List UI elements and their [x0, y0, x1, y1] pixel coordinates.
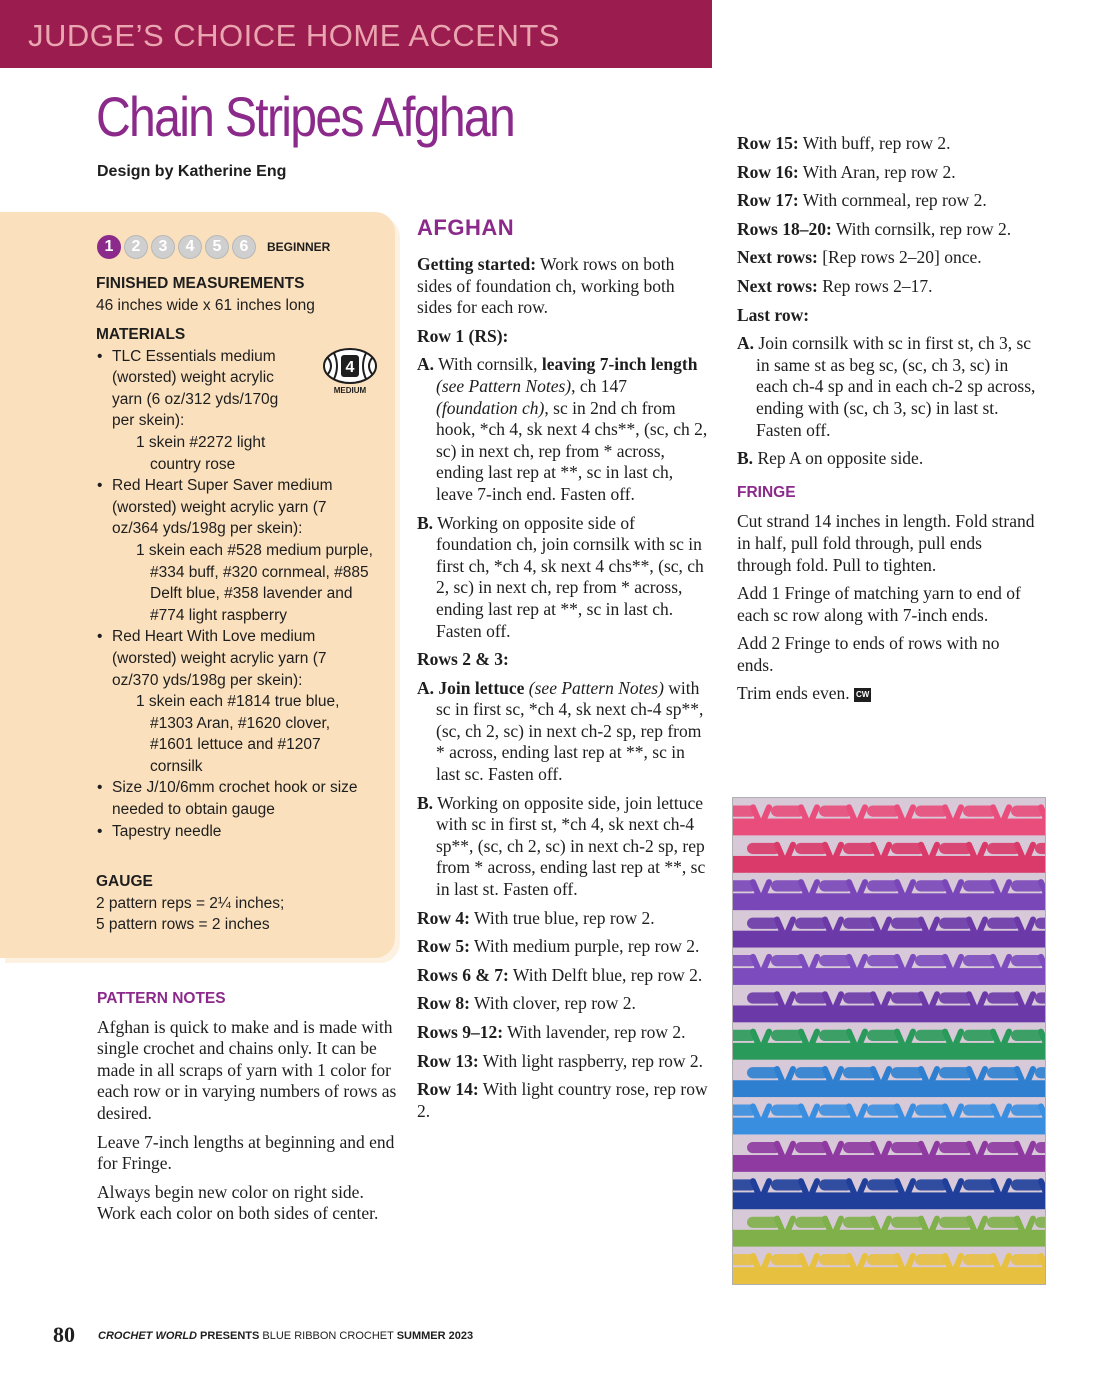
- skill-level-indicator: [97, 233, 330, 261]
- fringe-final: Trim ends even. CW: [737, 683, 870, 704]
- finished-measurements: [96, 273, 386, 316]
- materials-heading: MATERIALS: [96, 326, 186, 343]
- page-number: 80: [53, 1322, 75, 1347]
- yarn-weight-label: MEDIUM: [333, 386, 367, 395]
- material-item: • Red Heart With Love medium (worsted) weight acrylic yarn (7 oz/370 yds/198g per skein): 1 skein each #1814 true blue, #1303 Aran, #1620 clover, #1601 lettuce and #1207 cornsilk: [96, 626, 376, 777]
- materials-list: [96, 346, 376, 843]
- skill-level-1: 1: [97, 235, 121, 259]
- pattern-note: Leave 7-inch lengths at beginning and end for Fringe.: [97, 1131, 395, 1174]
- measurements-heading: FINISHED MEASUREMENTS: [96, 275, 305, 292]
- row-instruction: Rows 9–12: With lavender, rep row 2.: [417, 1022, 686, 1042]
- gauge-line: 2 pattern reps = 2¼ inches;: [96, 894, 285, 912]
- row-1-step-a: A. With cornsilk, leaving 7-inch length (see Pattern Notes), ch 147 (foundation ch), sc in 2nd ch from hook, *ch 4, sk next 4 chs**, (sc, ch 2, sc) in next ch, rep from * across, ending last rep at **, sc in last ch, leave 7-inch end. Fasten off.: [417, 354, 708, 504]
- measurements-text: 46 inches wide x 61 inches long: [96, 296, 315, 314]
- afghan-heading: AFGHAN: [417, 215, 515, 240]
- yarn-weight-number: 4: [345, 359, 355, 376]
- fringe-paragraph: Add 1 Fringe of matching yarn to end of each sc row along with 7-inch ends.: [737, 583, 1021, 625]
- crochet-stripes-image: [733, 798, 1045, 1284]
- row-instruction: Row 14: With light country rose, rep row 2.: [417, 1079, 708, 1121]
- skill-level-3: 3: [151, 235, 175, 259]
- rows-2-3-step-a: A. Join lettuce (see Pattern Notes) with sc in first sc, *ch 4, sk next ch-4 sp**, (sc, ch 2, sc) in next ch-2 sp, rep from * across, ending last rep at **, sc in last sc. Fasten off.: [417, 677, 704, 785]
- medium-yarn-weight-icon: [320, 346, 380, 396]
- section-header-title: JUDGE’S CHOICE HOME ACCENTS: [28, 18, 560, 53]
- row-instruction: Row 15: With buff, rep row 2.: [737, 133, 951, 153]
- material-item: • Red Heart Super Saver medium (worsted) weight acrylic yarn (7 oz/364 yds/198g per skein): 1 skein each #528 medium purple, #334 buff, #320 cornmeal, #885 Delft blue, #358 lavender and #774 light raspberry: [96, 475, 376, 626]
- gauge-section: [96, 871, 386, 936]
- fringe-paragraph: Add 2 Fringe to ends of rows with no ends.: [737, 633, 1000, 675]
- materials-section: [96, 324, 376, 842]
- row-instruction: Row 4: With true blue, rep row 2.: [417, 907, 655, 928]
- material-item: • Size J/10/6mm crochet hook or size needed to obtain gauge: [96, 777, 376, 820]
- row-instruction: Row 8: With clover, rep row 2.: [417, 993, 636, 1014]
- last-row-step-b: B. Rep A on opposite side.: [737, 448, 924, 469]
- afghan-photo: [732, 797, 1046, 1285]
- last-row-heading: Last row:: [737, 304, 810, 325]
- pattern-note: Always begin new color on right side. Work each color on both sides of center.: [97, 1181, 379, 1224]
- fringe-paragraph: Cut strand 14 inches in length. Fold strand in half, pull fold through, pull ends through fold. Pull to tighten.: [737, 511, 1035, 575]
- skill-level-2: 2: [124, 235, 148, 259]
- gauge-heading: GAUGE: [96, 873, 153, 890]
- pattern-note: Afghan is quick to make and is made with single crochet and chains only. It can be made in all scraps of yarn with 1 color for each row or in varying numbers of rows as desired.: [97, 1016, 397, 1123]
- row-instruction: Rows 18–20: With cornsilk, rep row 2.: [737, 218, 1012, 239]
- end-mark-icon: CW: [854, 688, 871, 702]
- skill-label: BEGINNER: [267, 240, 331, 254]
- afghan-instructions: [417, 214, 712, 1129]
- skill-level-4: 4: [178, 235, 202, 259]
- row-instruction: Row 17: With cornmeal, rep row 2.: [737, 190, 987, 211]
- material-item: • TLC Essentials medium (worsted) weight acrylic yarn (6 oz/312 yds/170g per skein): 1 skein #2272 light country rose: [96, 346, 376, 476]
- afghan-instructions-continued: [737, 133, 1037, 712]
- magazine-footer: CROCHET WORLD PRESENTS BLUE RIBBON CROCHET SUMMER 2023: [98, 1330, 474, 1342]
- skill-level-5: 5: [205, 235, 229, 259]
- row-instruction: Row 5: With medium purple, rep row 2.: [417, 936, 700, 957]
- row-instruction: Next rows: Rep rows 2–17.: [737, 275, 933, 296]
- row-instruction: Next rows: [Rep rows 2–20] once.: [737, 247, 982, 268]
- row-instruction: Row 16: With Aran, rep row 2.: [737, 161, 956, 182]
- material-item: • Tapestry needle: [96, 821, 376, 843]
- row-instruction: Rows 6 & 7: With Delft blue, rep row 2.: [417, 964, 703, 985]
- pattern-notes: [97, 988, 397, 1232]
- fringe-heading: FRINGE: [737, 483, 796, 501]
- skill-level-6: 6: [232, 235, 256, 259]
- getting-started: Getting started: Work rows on both sides of foundation ch, working both sides for each row.: [417, 254, 675, 318]
- row-1-step-b: B. Working on opposite side of foundation ch, join cornsilk with sc in first ch, *ch 4, sk next 4 chs**, (sc, ch 2, sc) in next ch, rep from * across, ending last rep at **, sc in last ch. Fasten off.: [417, 512, 704, 641]
- page-title: Chain Stripes Afghan: [96, 85, 515, 148]
- rows-2-3-heading: Rows 2 & 3:: [417, 649, 509, 670]
- row-instruction: Row 13: With light raspberry, rep row 2.: [417, 1050, 704, 1071]
- byline: Design by Katherine Eng: [97, 163, 287, 180]
- gauge-line: 5 pattern rows = 2 inches: [96, 916, 270, 934]
- rows-2-3-step-b: B. Working on opposite side, join lettuce with sc in first st, *ch 4, sk next ch-4 sp**, (sc, ch 2, sc) in next ch-2 sp, rep from * across, ending last rep at **, sc in last st. Fasten off.: [417, 792, 706, 900]
- row-1-heading: Row 1 (RS):: [417, 325, 509, 346]
- last-row-step-a: A. Join cornsilk with sc in first st, ch 3, sc in same st as beg sc, (sc, ch 3, sc) in each ch-4 sp and in each ch-2 sp across, ending with (sc, ch 3, sc) in last st. Fasten off.: [737, 333, 1036, 440]
- pattern-notes-heading: PATTERN NOTES: [97, 990, 226, 1007]
